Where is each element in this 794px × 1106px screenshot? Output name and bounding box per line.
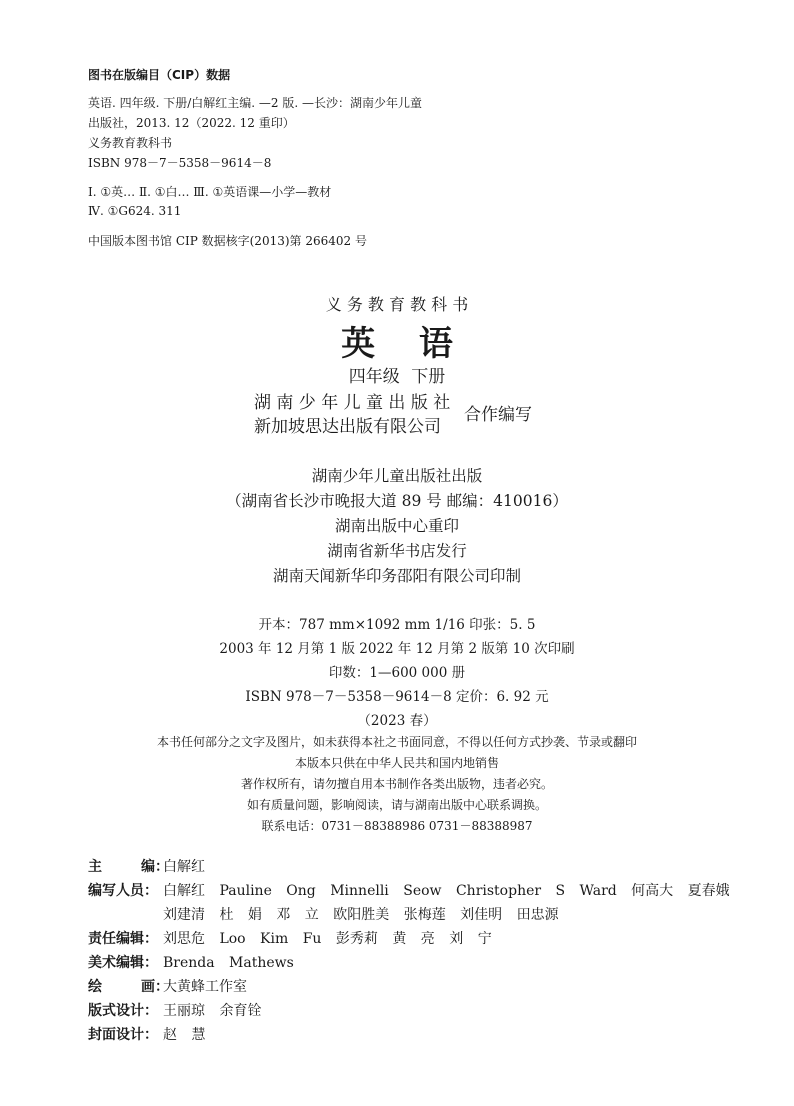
credit-value: 白解红 Pauline Ong Minnelli Seow Christopher S Ward 何高大 夏春娥	[163, 883, 730, 899]
credit-value: 白解红	[163, 859, 205, 875]
spec-line: 印数：1—600 000 册	[328, 665, 466, 681]
book-title: 英 语	[341, 324, 469, 364]
credit-art-editor	[88, 952, 294, 972]
credit-label: 封面设计：	[88, 1027, 158, 1043]
series-name: 义 务 教 育 教 科 书	[325, 295, 469, 314]
credit-editor	[88, 856, 205, 876]
credit-label: 编写人员：	[88, 883, 158, 899]
notice-line: 联系电话：0731－88388986 0731－88388987	[261, 819, 533, 833]
credit-label: 美术编辑：	[88, 955, 158, 971]
notice-line: 本版本只供在中华人民共和国内地销售	[294, 756, 499, 770]
spec-line: 开本：787 mm×1092 mm 1/16 印张：5. 5	[258, 617, 536, 633]
credit-writers-continued: 刘建清 杜 娟 邓 立 欧阳胜美 张梅莲 刘佳明 田忠源	[163, 907, 559, 923]
credit-value: Brenda Mathews	[163, 955, 294, 971]
notice-line: 著作权所有，请勿擅自用本书制作各类出版物，违者必究。	[240, 777, 553, 791]
credit-value: 王丽琼 余育铨	[163, 1003, 262, 1019]
cip-line: Ⅳ. ①G624. 311	[88, 204, 182, 218]
cip-line: ISBN 978－7－5358－9614－8	[88, 156, 272, 170]
imprint-line: 湖南出版中心重印	[334, 517, 459, 535]
spec-line: ISBN 978－7－5358－9614－8 定价：6. 92 元	[245, 689, 549, 705]
credit-value: 刘思危 Loo Kim Fu 彭秀莉 黄 亮 刘 宁	[163, 931, 492, 947]
cip-line: Ⅰ. ①英… Ⅱ. ①白… Ⅲ. ①英语课—小学—教材	[88, 185, 332, 199]
spec-line: 2003 年 12 月第 1 版 2022 年 12 月第 2 版第 10 次印刷	[219, 641, 575, 657]
imprint-line: 湖南省新华书店发行	[327, 542, 467, 560]
spec-line: （2023 春）	[357, 713, 437, 729]
credit-value: 大黄蜂工作室	[163, 979, 247, 995]
credit-illustration	[88, 976, 247, 996]
credit-cover-design	[88, 1024, 205, 1044]
credit-responsible-editors	[88, 928, 492, 948]
credit-writers	[88, 880, 730, 900]
credit-value: 赵 慧	[163, 1027, 206, 1043]
credit-layout-design	[88, 1000, 261, 1020]
cip-heading: 图书在版编目（CIP）数据	[88, 68, 231, 82]
credit-label: 绘 画：	[88, 979, 169, 995]
imprint-line: 湖南天闻新华印务邵阳有限公司印制	[272, 567, 521, 585]
notice-line: 本书任何部分之文字及图片，如未获得本社之书面同意，不得以任何方式抄袭、节录或翻印	[156, 735, 637, 749]
publisher-hunan: 湖 南 少 年 儿 童 出 版 社	[254, 393, 451, 413]
cip-line: 义务教育教科书	[88, 136, 173, 150]
credit-label: 责任编辑：	[88, 931, 158, 947]
publisher-singapore: 新加坡思达出版有限公司	[254, 417, 441, 437]
cip-line: 英语. 四年级. 下册/白解红主编. —2 版. —长沙：湖南少年儿童	[88, 96, 423, 110]
imprint-line: 湖南少年儿童出版社出版	[311, 467, 483, 485]
imprint-line: （湖南省长沙市晚报大道 89 号 邮编：410016）	[226, 492, 568, 510]
cip-line: 出版社，2013. 12（2022. 12 重印）	[88, 116, 295, 130]
credit-label: 版式设计：	[88, 1003, 158, 1019]
credit-label: 主 编：	[88, 859, 169, 875]
co-edit-label: 合作编写	[464, 405, 532, 425]
grade-volume: 四年级 下册	[348, 367, 446, 387]
cip-line: 中国版本图书馆 CIP 数据核字(2013)第 266402 号	[88, 234, 367, 248]
notice-line: 如有质量问题，影响阅读，请与湖南出版中心联系调换。	[246, 798, 547, 812]
